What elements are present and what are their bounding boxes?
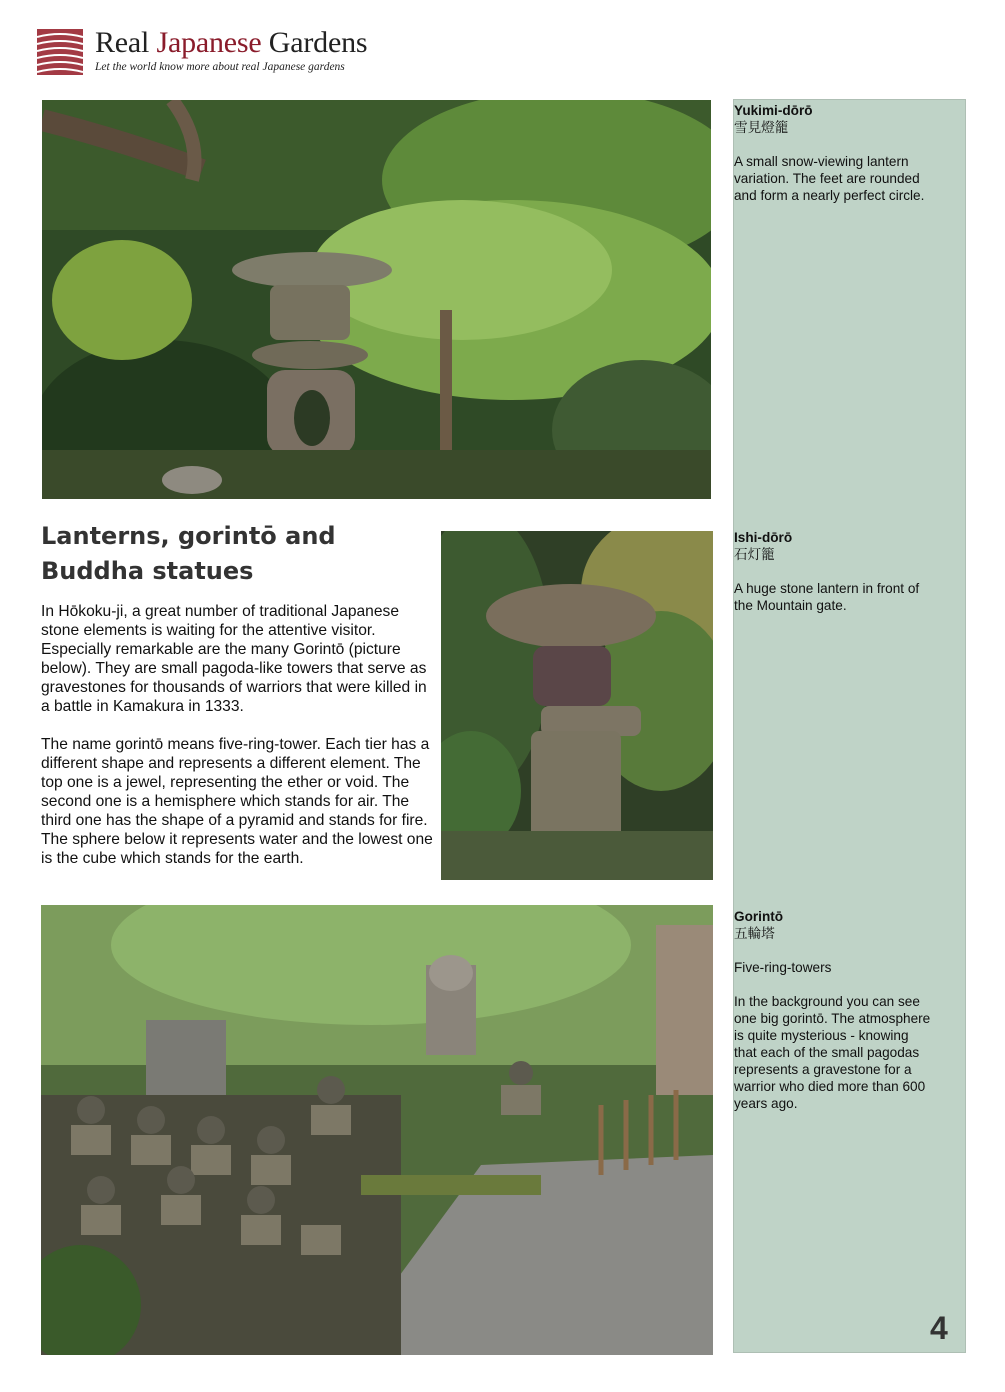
yukimi-doro-photo <box>42 100 711 499</box>
caption-text: A small snow-viewing lantern variation. The feet are rounded and form a nearly perfect circle. <box>734 154 925 203</box>
caption-text: In the background you can see one big gorintō. The atmosphere is quite mysterious - knowing that each of the small pagodas represents a gravestone for a warrior who died more than 600 years ago. <box>734 994 931 1111</box>
caption-gorinto <box>734 908 934 1112</box>
article-heading: Lanterns, gorintō and Buddha statues <box>41 522 336 585</box>
caption-subtitle: Five-ring-towers <box>734 960 832 975</box>
page-number: 4 <box>930 1310 948 1346</box>
caption-title: Yukimi-dōrō <box>734 103 813 118</box>
article-paragraph: In Hōkoku-ji, a great number of traditional Japanese stone elements is waiting for the attentive visitor. Especially remarkable are the many Gorintō (picture below). They are small pagoda-like towers that serve as gravestones for thousands of warriors that were killed in a battle in Kamakura in 1333. <box>41 603 427 715</box>
brand-tagline: Let the world know more about real Japanese gardens <box>95 61 345 73</box>
caption-title: Gorintō <box>734 909 784 924</box>
gorinto-photo <box>41 905 713 1355</box>
article-body <box>41 602 433 887</box>
caption-text: A huge stone lantern in front of the Mountain gate. <box>734 581 920 613</box>
article-paragraph: The name gorintō means five-ring-tower. Each tier has a different shape and represents a different element. The top one is a jewel, representing the ether or void. The second one is a hemisphere which stands for air. The third one has the shape of a pyramid and stands for fire. The sphere below it represents water and the lowest one is the cube which stands for the earth. <box>41 736 433 867</box>
caption-kanji: 五輪塔 <box>734 926 775 941</box>
caption-ishi <box>734 529 934 614</box>
caption-sidebar <box>733 99 966 1353</box>
brand-title: Real Japanese Gardens <box>95 26 368 59</box>
caption-title: Ishi-dōrō <box>734 530 793 545</box>
caption-kanji: 雪見燈籠 <box>734 120 789 135</box>
caption-yukimi <box>734 102 934 204</box>
caption-kanji: 石灯籠 <box>734 547 775 562</box>
ishi-doro-photo <box>441 531 713 880</box>
brand-logo <box>37 29 83 75</box>
